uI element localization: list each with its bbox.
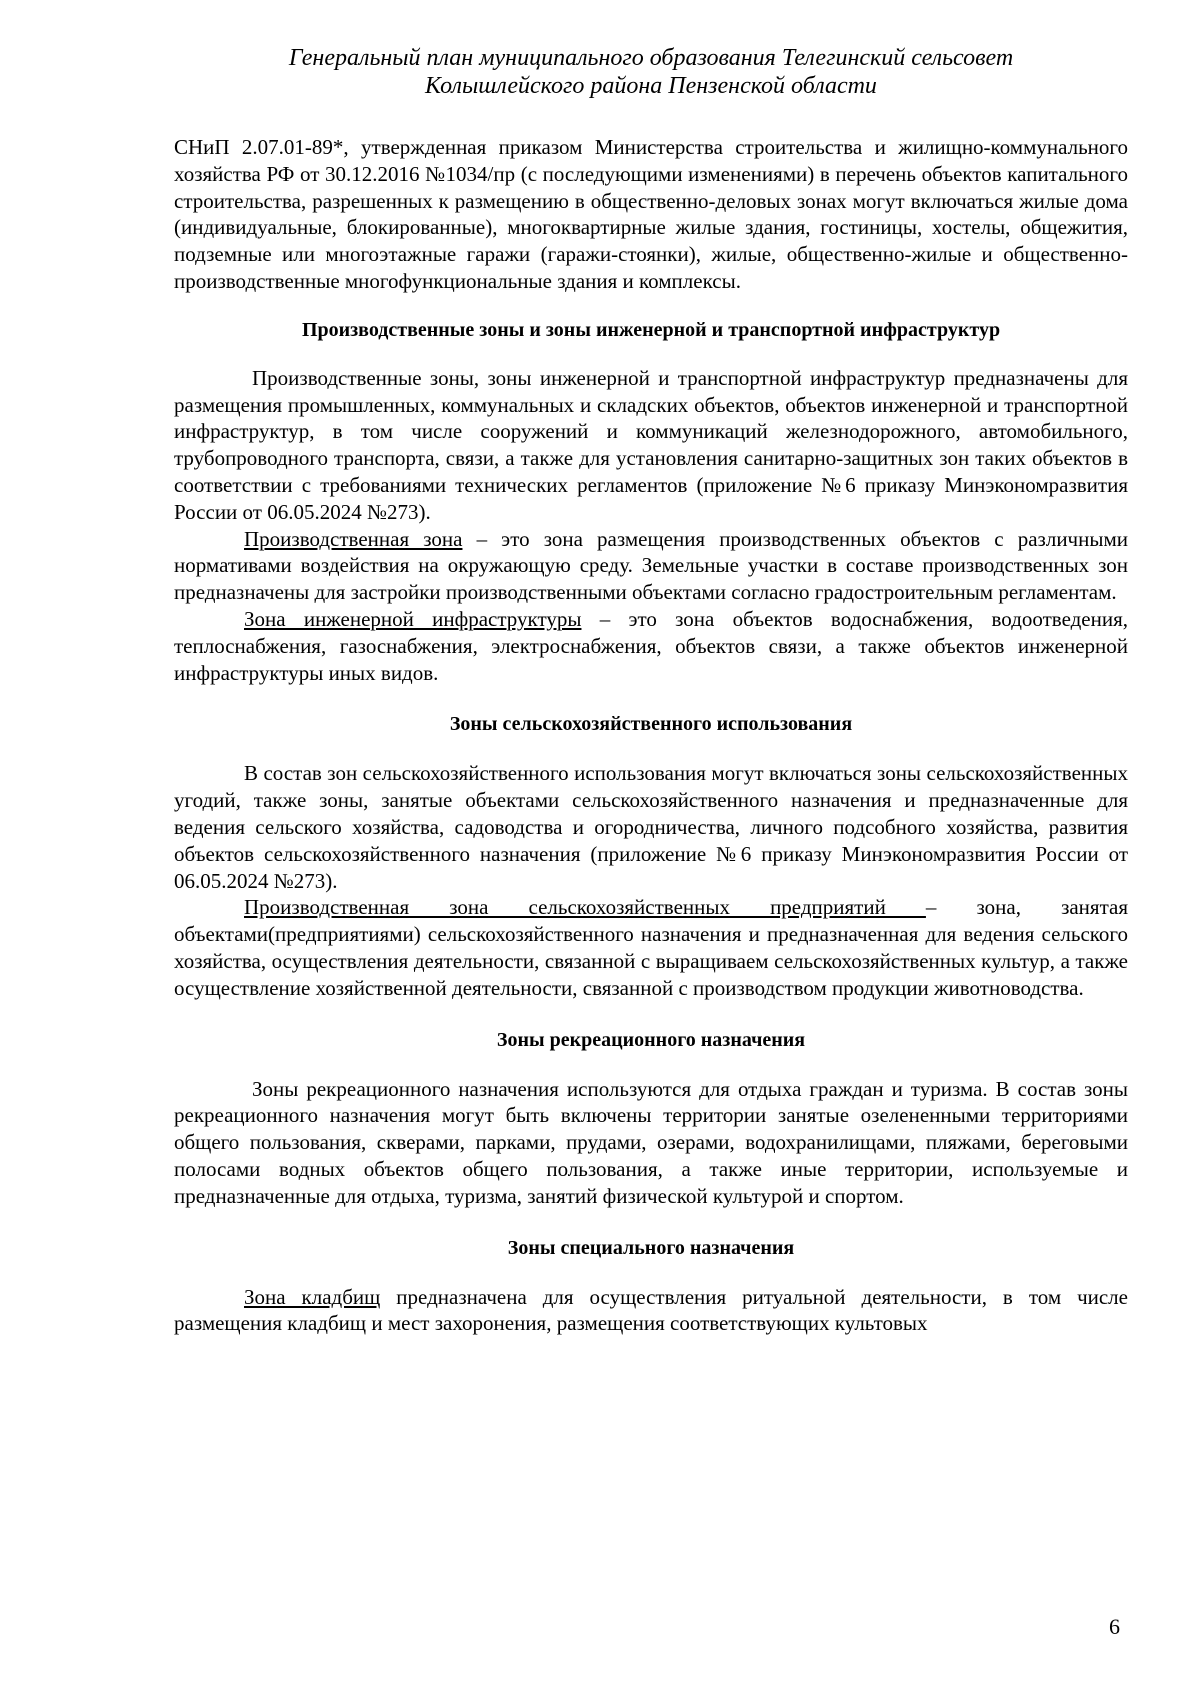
header-line-1: Генеральный план муниципального образования Телегинский сельсовет — [288, 45, 1014, 71]
paragraph-intro: СНиП 2.07.01-89*, утвержденная приказом Министерства строительства и жилищно-коммунального хозяйства РФ от 30.12.2016 №1034/пр (с последующими изменениями) в перечень объектов капитального строительства, разрешенных к размещению в общественно-деловых зонах могут включаться жилые дома (индивидуальные, блокированные), многоквартирные жилые здания, гостиницы, хостелы, общежития, подземные или многоэтажные гаражи (гаражи-стоянки), жилые, общественно-жилые и общественно-производственные многофункциональные здания и комплексы. — [174, 135, 1128, 293]
term-agri-enterprise-zone: Производственная зона сельскохозяйственных предприятий — [244, 895, 926, 920]
text-cemetery-zone: предназначена для осуществления ритуальной деятельности, в том числе размещения кладбищ и мест захоронения, размещения соответствующих культовых — [174, 1284, 1128, 1336]
paragraph-industrial-1: Производственные зоны, зоны инженерной и транспортной инфраструктур предназначены для размещения промышленных, коммунальных и складских объектов, объектов инженерной и транспортной инфраструктур, в том числе сооружений и коммуникаций железнодорожного, автомобильного, трубопроводного транспорта, связи, а также для установления санитарно-защитных зон таких объектов в соответствии с требованиями технических регламентов (приложение №6 приказу Минэкономразвития России от 06.05.2024 №273). — [174, 365, 1128, 524]
page-header — [174, 44, 1128, 100]
paragraph-special-1 — [174, 1284, 1128, 1338]
term-engineering-zone: Зона инженерной инфраструктуры — [244, 606, 582, 631]
text-engineering-zone: – это зона объектов водоснабжения, водоотведения, теплоснабжения, газоснабжения, электроснабжения, объектов связи, а также объектов инженерной инфраструктуры иных видов. — [174, 606, 1129, 685]
paragraph-industrial-2 — [174, 526, 1128, 606]
text-industrial-zone: – это зона размещения производственных объектов с различными нормативами воздействия на окружающую среду. Земельные участки в составе производственных зон предназначены для застройки производственными объектами согласно градостроительным регламентам. — [174, 526, 1128, 605]
term-industrial-zone: Производственная зона — [244, 526, 463, 551]
document-body — [174, 134, 1128, 1337]
text-agri-enterprise-zone: – зона, занятая объектами(предприятиями) сельскохозяйственного назначения и предназначенная для ведения сельского хозяйства, осуществления деятельности, связанной с выращиваем сельскохозяйственных культур, а также осуществление хозяйственной деятельности, связанной с производством продукции животноводства. — [174, 895, 1128, 1000]
section-heading-agricultural: Зоны сельскохозяйственного использования — [449, 713, 853, 736]
paragraph-recreational-1: Зоны рекреационного назначения используются для отдыха граждан и туризма. В состав зоны рекреационного назначения могут быть включены территории занятые озелененными территориями общего пользования, скверами, парками, прудами, озерами, водохранилищами, пляжами, береговыми полосами водных объектов общего пользования, а также иные территории, используемые и предназначенные для отдыха, туризма, занятий физической культурой и спортом. — [174, 1076, 1128, 1208]
paragraph-industrial-3 — [174, 606, 1128, 686]
section-heading-recreational: Зоны рекреационного назначения — [496, 1028, 806, 1051]
section-heading-industrial: Производственные зоны и зоны инженерной и транспортной инфраструктур — [301, 318, 1001, 341]
section-heading-special: Зоны специального назначения — [507, 1236, 795, 1259]
term-cemetery-zone: Зона кладбищ — [244, 1284, 381, 1309]
page-number: 6 — [1109, 1614, 1120, 1639]
paragraph-agricultural-1: В состав зон сельскохозяйственного использования могут включаться зоны сельскохозяйственных угодий, также зоны, занятые объектами сельскохозяйственного назначения и предназначенные для ведения сельского хозяйства, садоводства и огородничества, личного подсобного хозяйства, развития объектов сельскохозяйственного назначения (приложение №6 приказу Минэкономразвития России от 06.05.2024 №273). — [174, 761, 1128, 893]
header-line-2: Колышлейского района Пензенской области — [425, 73, 877, 99]
paragraph-agricultural-2 — [174, 894, 1128, 1001]
